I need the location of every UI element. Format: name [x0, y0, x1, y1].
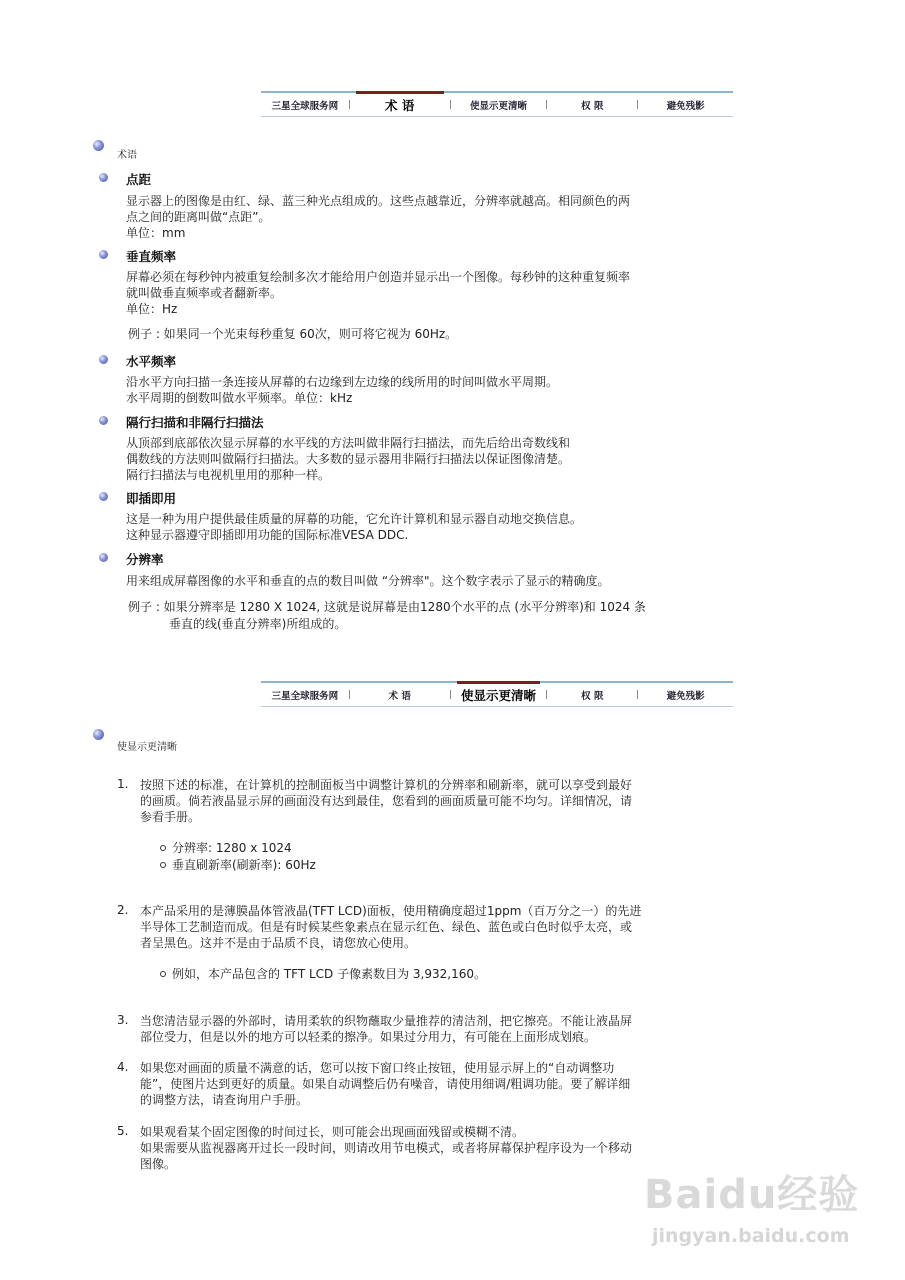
section-title-clearer-display: 使显示更清晰: [117, 742, 177, 753]
sub-list-item: [160, 965, 486, 982]
list-item-number: 3.: [117, 1013, 129, 1027]
term-title-vertical-frequency: 垂直频率: [126, 249, 177, 264]
nav-link-avoid-image-retention[interactable]: 避免残影: [666, 690, 705, 702]
nav-link-samsung-service[interactable]: 三星全球服务网: [271, 690, 339, 702]
sub-list-text: 分辨率: 1280 x 1024: [172, 841, 292, 855]
term-title-dot-pitch: 点距: [126, 172, 152, 187]
term-bullet-icon: [99, 173, 108, 182]
list-item-text: 本产品采用的是薄膜晶体管液晶(TFT LCD)面板，使用精确度超过1ppm（百万分之一）的先进: [140, 904, 642, 918]
term-example: 垂直的线(垂直分辨率)所组成的。: [169, 617, 347, 631]
sub-list-item: [160, 856, 316, 873]
list-item-text: 图像。: [140, 1157, 177, 1171]
term-example: 例子 : 如果分辨率是 1280 X 1024, 这就是说屏幕是由1280个水平的点 (水平分辨率)和 1024 条: [128, 600, 646, 614]
section-title-terms: 术语: [117, 150, 137, 161]
term-text-line: 单位：mm: [126, 226, 186, 240]
nav-link-clearer-display[interactable]: 使显示更清晰: [451, 683, 547, 706]
top-nav-bar: [261, 91, 733, 117]
nav-bottom-line: [261, 706, 733, 707]
term-text-line: 这种显示器遵守即插即用功能的国际标准VESA DDC.: [126, 528, 409, 542]
term-bullet-icon: [99, 250, 108, 259]
term-text-line: 偶数线的方法则叫做隔行扫描法。大多数的显示器用非隔行扫描法以保证图像清楚。: [126, 452, 571, 466]
list-item-text: 如果需要从监视器离开过长一段时间，则请改用节电模式，或者将屏幕保护程序设为一个移动: [140, 1141, 633, 1155]
term-text-line: 沿水平方向扫描一条连接从屏幕的右边缘到左边缘的线所用的时间叫做水平周期。: [126, 375, 559, 389]
watermark-logo: Baidu经验: [644, 1172, 860, 1218]
nav-link-terms[interactable]: 术 语: [350, 93, 450, 116]
term-text-line: 点之间的距离叫做“点距”。: [126, 210, 271, 224]
term-text-line: 从顶部到底部依次显示屏幕的水平线的方法叫做非隔行扫描法，而先后给出奇数线和: [126, 436, 571, 450]
term-title-horizontal-frequency: 水平频率: [126, 354, 177, 369]
list-item-number: 1.: [117, 777, 129, 791]
term-title-plug-and-play: 即插即用: [126, 491, 177, 506]
nav-link-avoid-image-retention[interactable]: 避免残影: [666, 100, 705, 112]
list-item-text: 的画质。倘若液晶显示屏的画面没有达到最佳，您看到的画面质量可能不均匀。详细情况，请: [140, 794, 633, 808]
term-example: 例子 : 如果同一个光束每秒重复 60次，则可将它视为 60Hz。: [128, 327, 458, 341]
mid-nav-bar: [261, 681, 733, 707]
circle-bullet-icon: [160, 862, 166, 868]
term-text-line: 水平周期的倒数叫做水平频率。单位：kHz: [126, 391, 353, 405]
circle-bullet-icon: [160, 845, 166, 851]
term-bullet-icon: [99, 355, 108, 364]
list-item-text: 者呈黑色。这并不是由于品质不良，请您放心使用。: [140, 936, 417, 950]
circle-bullet-icon: [160, 971, 166, 977]
term-text-line: 就叫做垂直频率或者翻新率。: [126, 286, 283, 300]
term-text-line: 屏幕必须在每秒钟内被重复绘制多次才能给用户创造并显示出一个图像。每秒钟的这种重复频率: [126, 270, 631, 284]
nav-link-terms[interactable]: 术 语: [388, 690, 411, 702]
term-title-resolution: 分辨率: [126, 552, 164, 567]
list-item-text: 当您清洁显示器的外部时，请用柔软的织物蘸取少量推荐的清洁剂，把它擦亮。不能让液晶屏: [140, 1014, 633, 1028]
nav-link-rights[interactable]: 权 限: [581, 100, 604, 112]
list-item-text: 如果您对画面的质量不满意的话，您可以按下窗口终止按钮，使用显示屏上的“自动调整功: [140, 1061, 615, 1075]
sub-list-text: 例如，本产品包含的 TFT LCD 子像素数目为 3,932,160。: [172, 967, 486, 981]
list-item-number: 2.: [117, 903, 129, 917]
section-bullet-icon: [93, 140, 104, 151]
term-text-line: 这是一种为用户提供最佳质量的屏幕的功能，它允许计算机和显示器自动地交换信息。: [126, 512, 583, 526]
baidu-jingyan-watermark: [640, 1163, 890, 1263]
term-text-line: 用来组成屏幕图像的水平和垂直的点的数目叫做 “分辨率"。这个数字表示了显示的精确度。: [126, 574, 610, 588]
list-item-text: 如果观看某个固定图像的时间过长，则可能会出现画面残留或模糊不清。: [140, 1125, 525, 1139]
nav-link-clearer-display[interactable]: 使显示更清晰: [469, 100, 527, 112]
term-text-line: 显示器上的图像是由红、绿、蓝三种光点组成的。这些点越靠近，分辨率就越高。相同颜色的两: [126, 194, 631, 208]
term-bullet-icon: [99, 416, 108, 425]
nav-link-rights[interactable]: 权 限: [581, 690, 604, 702]
list-item-text: 部位受力，但是以外的地方可以轻柔的擦净。如果过分用力，有可能在上面形成划痕。: [140, 1030, 597, 1044]
list-item-number: 5.: [117, 1124, 129, 1138]
sub-list-item: [160, 839, 292, 856]
watermark-url: jingyan.baidu.com: [652, 1225, 850, 1247]
term-text-line: 单位：Hz: [126, 302, 178, 316]
list-item-number: 4.: [117, 1060, 129, 1074]
term-text-line: 隔行扫描法与电视机里用的那种一样。: [126, 468, 331, 482]
list-item-text: 按照下述的标准，在计算机的控制面板当中调整计算机的分辨率和刷新率，就可以享受到最好: [140, 778, 633, 792]
sub-list-text: 垂直刷新率(刷新率): 60Hz: [172, 858, 316, 872]
list-item-text: 的调整方法，请查询用户手册。: [140, 1093, 309, 1107]
term-title-interlaced-scanning: 隔行扫描和非隔行扫描法: [126, 415, 264, 430]
nav-link-samsung-service[interactable]: 三星全球服务网: [271, 100, 339, 112]
term-bullet-icon: [99, 492, 108, 501]
list-item-text: 能”，使图片达到更好的质量。如果自动调整后仍有噪音，请使用细调/粗调功能。要了解详细: [140, 1077, 631, 1091]
nav-bottom-line: [261, 116, 733, 117]
section-bullet-icon: [93, 729, 104, 740]
list-item-text: 参看手册。: [140, 810, 201, 824]
list-item-text: 半导体工艺制造而成。但是有时候某些象素点在显示红色、绿色、蓝色或白色时似乎太亮，或: [140, 920, 633, 934]
term-bullet-icon: [99, 553, 108, 562]
